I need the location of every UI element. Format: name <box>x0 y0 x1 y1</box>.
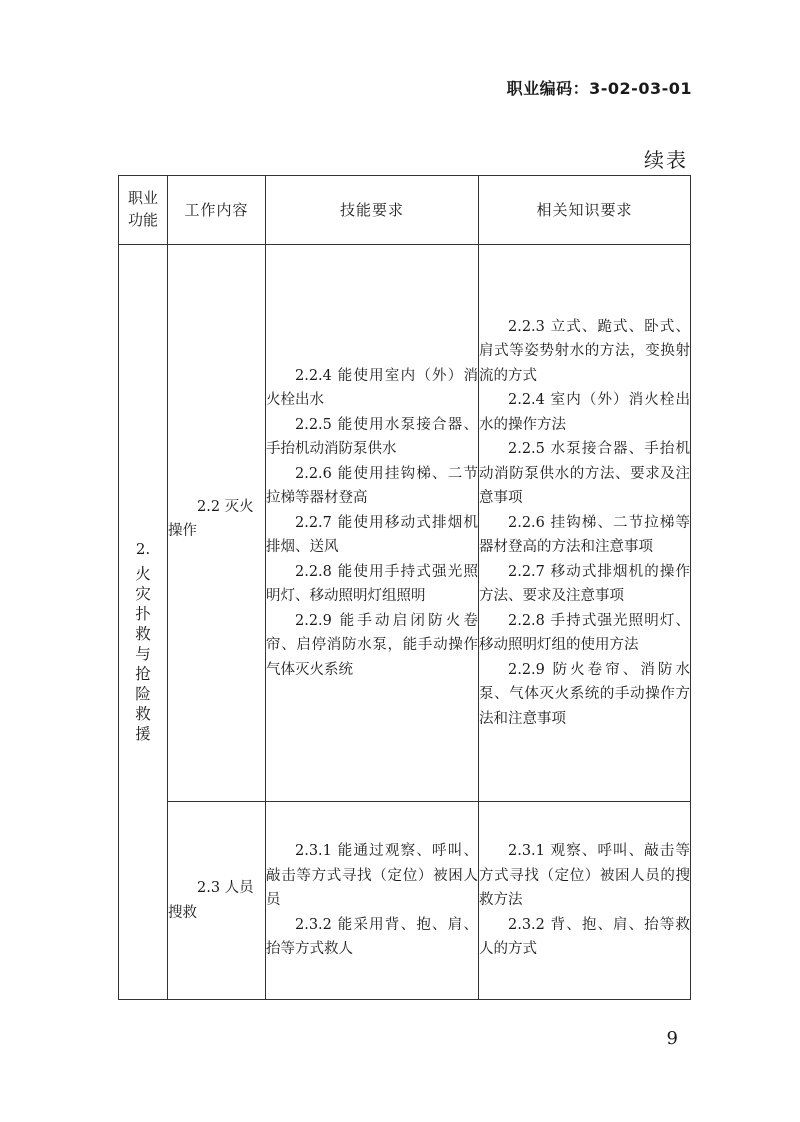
skill-item: 2.2.4 能使用室内（外）消火栓出水 <box>266 367 478 409</box>
work-content-cell <box>168 245 266 802</box>
table-row <box>119 245 691 802</box>
knowledge-item: 2.2.9 防火卷帘、消防水泵、气体灭火系统的手动操作方法和注意事项 <box>479 661 690 727</box>
knowledge-cell <box>479 245 691 802</box>
knowledge-item: 2.2.8 手持式强光照明灯、移动照明灯组的使用方法 <box>479 612 690 654</box>
work-content-cell <box>168 802 266 1000</box>
function-name: 火灾扑救与抢险救援 <box>135 564 151 743</box>
column-header-function-line1: 职业 <box>127 189 158 208</box>
skill-standard-table <box>118 175 691 1000</box>
skill-item: 2.2.9 能手动启闭防火卷帘、启停消防水泵，能手动操作气体灭火系统 <box>266 612 478 678</box>
column-header-work-content: 工作内容 <box>168 176 266 245</box>
skill-item: 2.3.2 能采用背、抱、肩、抬等方式救人 <box>266 916 478 958</box>
knowledge-item: 2.2.6 挂钩梯、二节拉梯等器材登高的方法和注意事项 <box>479 514 690 556</box>
function-number: 2. <box>135 540 151 558</box>
table-header-row <box>119 176 691 245</box>
skill-item: 2.2.7 能使用移动式排烟机排烟、送风 <box>266 514 478 556</box>
knowledge-item: 2.2.5 水泵接合器、手抬机动消防泵供水的方法、要求及注意事项 <box>479 441 690 507</box>
continued-label: 续表 <box>644 148 688 172</box>
table-row <box>119 802 691 1000</box>
skill-cell <box>266 245 479 802</box>
column-header-function <box>119 176 168 245</box>
knowledge-item: 2.3.2 背、抱、肩、抬等救人的方式 <box>479 916 690 958</box>
occupation-code: 职业编码：3-02-03-01 <box>506 79 692 98</box>
knowledge-item: 2.2.4 室内（外）消火栓出水的操作方法 <box>479 392 690 433</box>
work-content-text: 2.3 人员搜救 <box>168 880 254 921</box>
column-header-skill: 技能要求 <box>266 176 479 245</box>
knowledge-item: 2.2.7 移动式排烟机的操作方法、要求及注意事项 <box>479 563 690 605</box>
knowledge-cell <box>479 802 691 1000</box>
skill-item: 2.2.8 能使用手持式强光照明灯、移动照明灯组照明 <box>266 563 478 605</box>
skill-item: 2.3.1 能通过观察、呼叫、敲击等方式寻找（定位）被困人员 <box>266 843 478 909</box>
knowledge-item: 2.2.3 立式、跪式、卧式、肩式等姿势射水的方法，变换射流的方式 <box>479 318 690 384</box>
column-header-knowledge: 相关知识要求 <box>479 176 691 245</box>
skill-cell <box>266 802 479 1000</box>
skill-item: 2.2.6 能使用挂钩梯、二节拉梯等器材登高 <box>266 465 478 507</box>
skill-item: 2.2.5 能使用水泵接合器、手抬机动消防泵供水 <box>266 416 478 458</box>
column-header-function-line2: 功能 <box>127 211 158 230</box>
function-cell <box>119 245 168 1000</box>
page-number: 9 <box>666 1028 678 1049</box>
work-content-text: 2.2 灭火操作 <box>168 498 254 539</box>
knowledge-item: 2.3.1 观察、呼叫、敲击等方式寻找（定位）被困人员的搜救方法 <box>479 843 690 909</box>
